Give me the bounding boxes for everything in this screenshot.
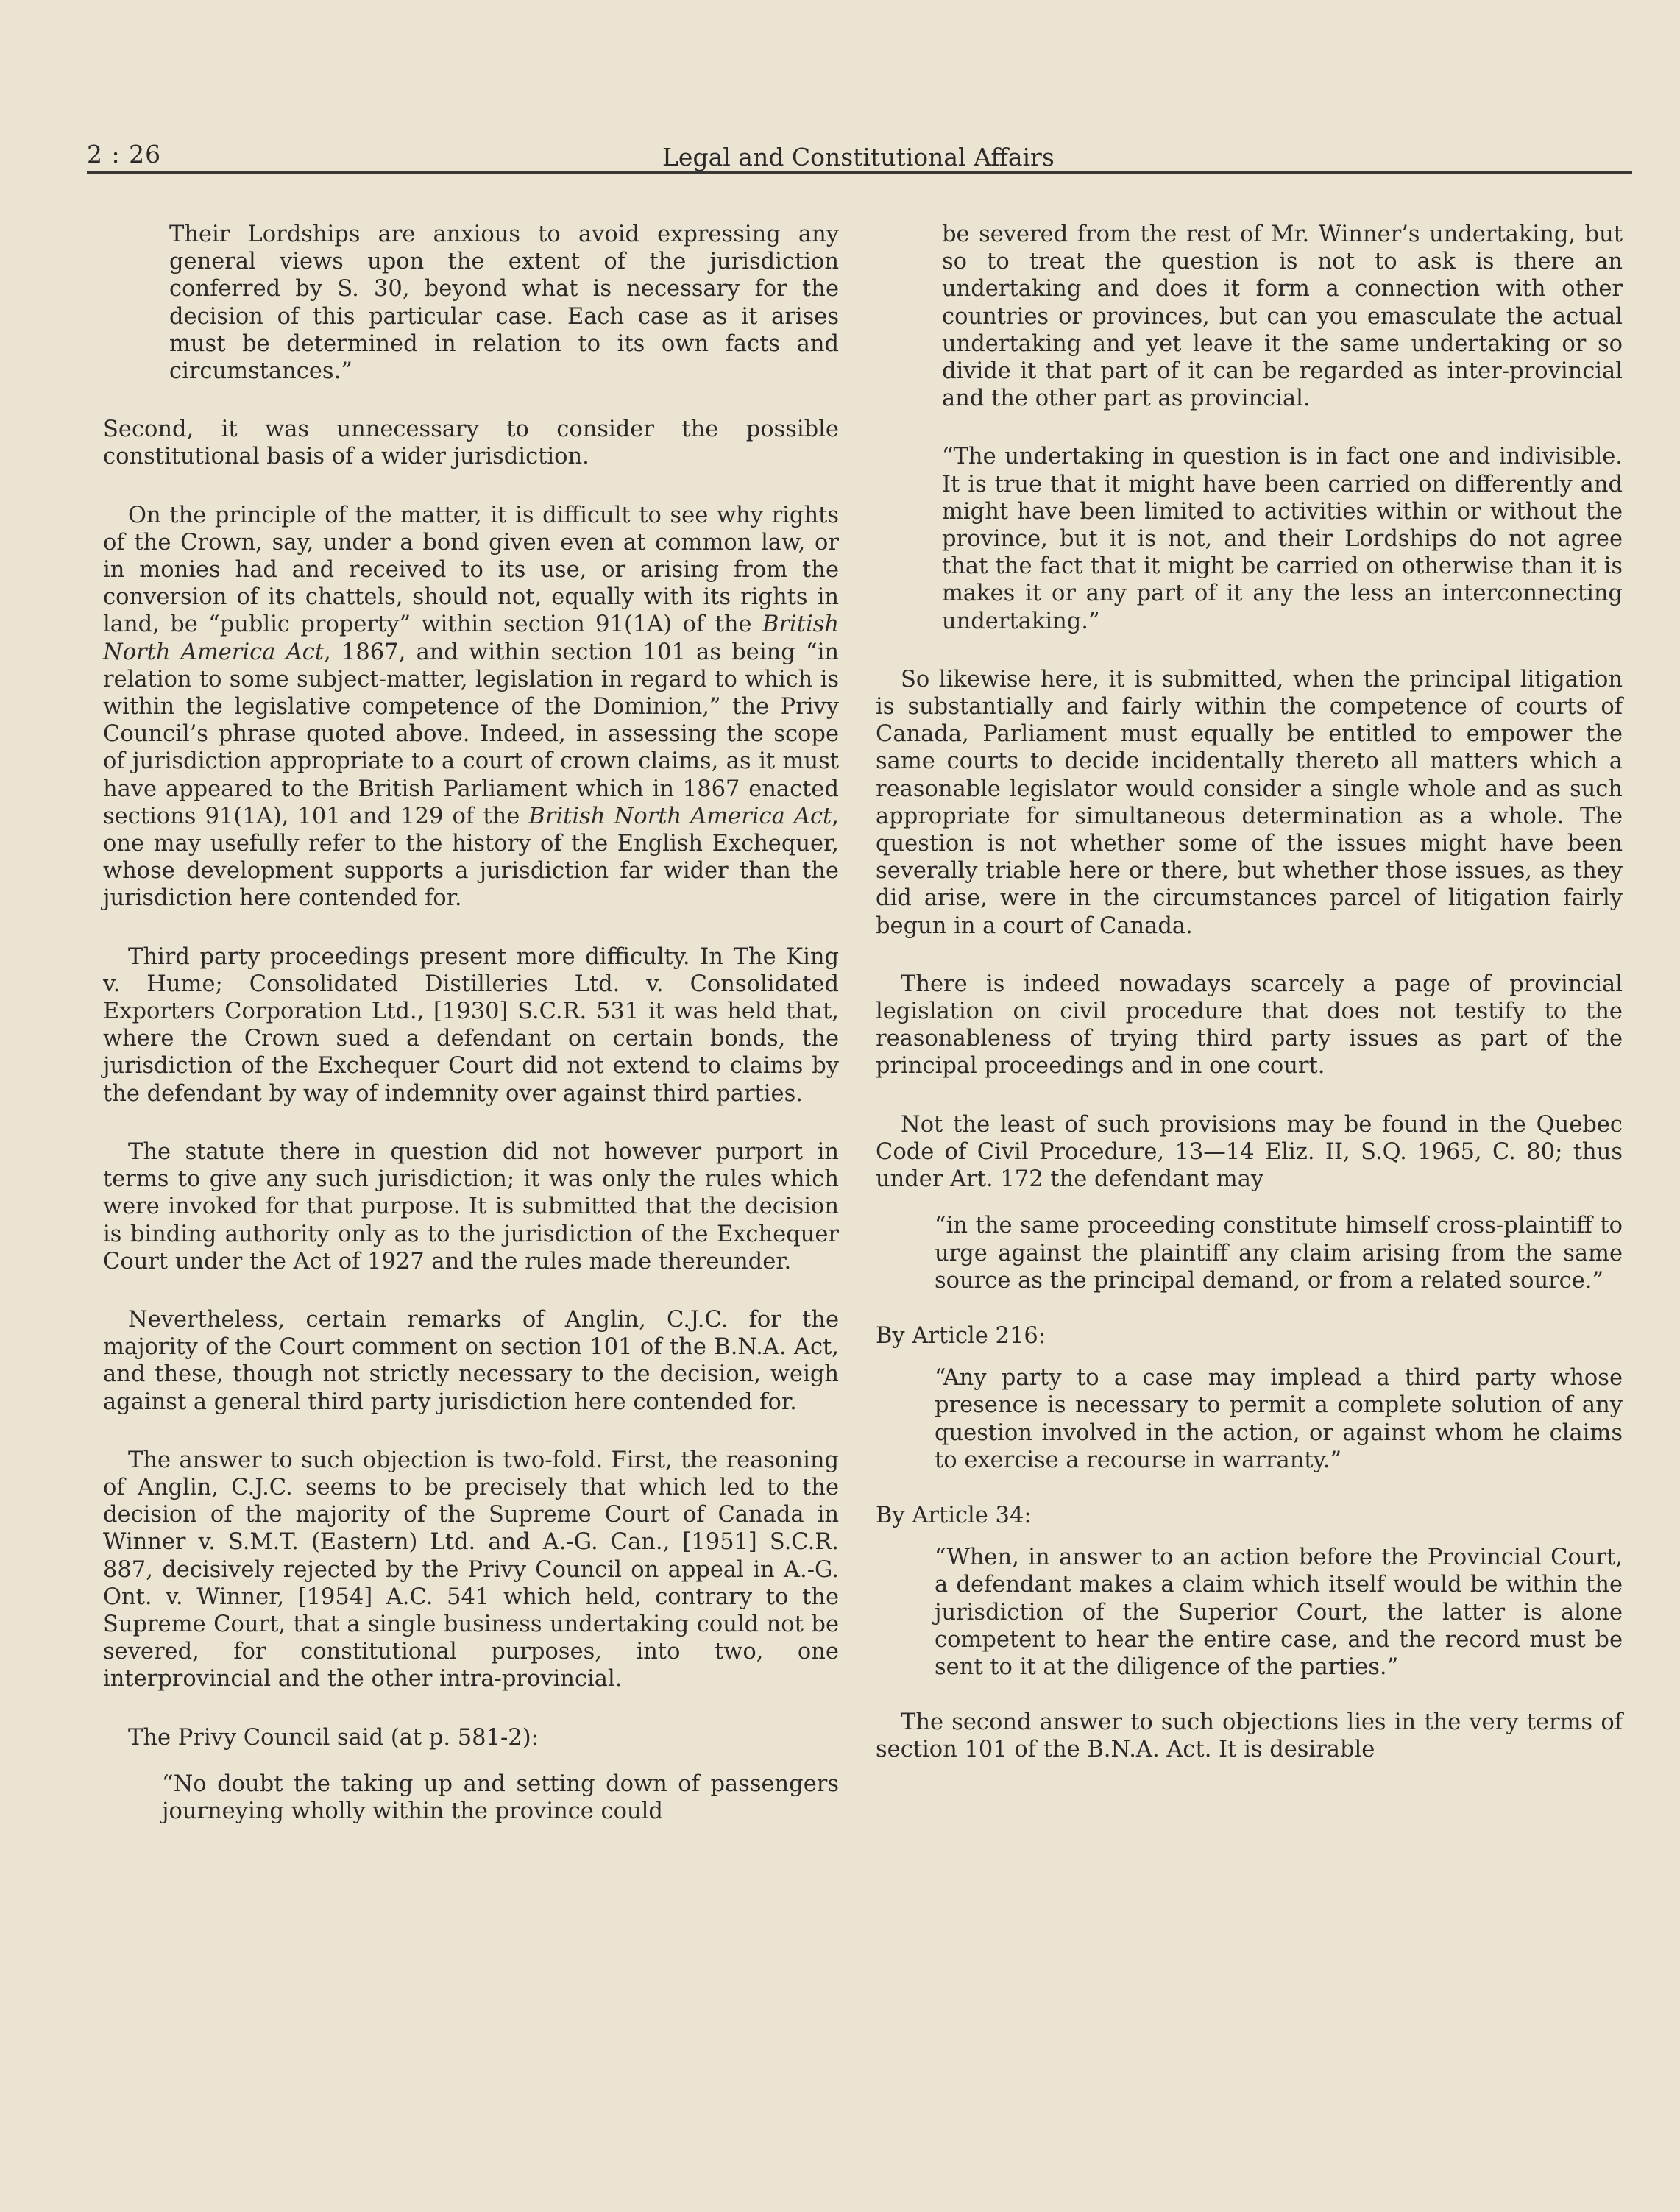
paragraph: Second, it was unnecessary to consider the possible constitutional basis of a wider jurisdiction. xyxy=(103,416,839,470)
paragraph: The second answer to such objections lies in the very terms of section 101 of the B.N.A. Act. It is desirable xyxy=(876,1709,1623,1763)
paragraph: The statute there in question did not however purport in terms to give any such jurisdiction; it was only the rules which were invoked for that purpose. It is submitted that the decision is binding authority only as to the jurisdiction of the Exchequer Court under the Act of 1927 and the rules made thereunder. xyxy=(103,1138,839,1275)
header-rule xyxy=(87,171,1632,174)
paragraph: Not the least of such provisions may be found in the Quebec Code of Civil Procedure, 13—14 Eliz. II, S.Q. 1965, C. 80; thus under Art. 172 the defendant may xyxy=(876,1111,1623,1193)
paragraph: The answer to such objection is two-fold. First, the reasoning of Anglin, C.J.C. seems to be precisely that which led to the decision of the majority of the Supreme Court of Canada in Winner v. S.M.T. (Eastern) Ltd. and A.-G. Can., [1951] S.C.R. 887, decisively rejected by the Privy Council on appeal in A.-G. Ont. v. Winner, [1954] A.C. 541 which held, contrary to the Supreme Court, that a single business undertaking could not be severed, for constitutional purposes, into two, one interprovincial and the other intra-provincial. xyxy=(103,1447,839,1692)
right-column xyxy=(876,221,1623,1795)
paragraph: Third party proceedings present more difficulty. In The King v. Hume; Consolidated Distilleries Ltd. v. Consolidated Exporters Corporation Ltd., [1930] S.C.R. 531 it was held that, where the Crown sued a defendant on certain bonds, the jurisdiction of the Exchequer Court did not extend to claims by the defendant by way of indemnity over against third parties. xyxy=(103,943,839,1107)
italic-act-title: British North America Act xyxy=(528,803,832,829)
block-quote: “The undertaking in question is in fact one and indivisible. It is true that it might have been carried on differently and might have been limited to activities within or without the province, but it is not, and their Lordships do not agree that the fact that it might be carried on otherwise than it is makes it or any part of it any the less an interconnecting undertaking.” xyxy=(942,444,1623,634)
page-number: 2 : 26 xyxy=(87,140,162,169)
italic-act-title: British North America Act xyxy=(103,612,839,665)
block-quote: “in the same proceeding constitute himself cross-plaintiff to urge against the plaintiff any claim arising from the same source as the principal demand, or from a related source.” xyxy=(935,1213,1623,1294)
block-quote: “Any party to a case may implead a third party whose presence is necessary to permit a complete solution of any question involved in the action, or against whom he claims to exercise a recourse in warranty.” xyxy=(935,1365,1623,1473)
paragraph: Nevertheless, certain remarks of Anglin, C.J.C. for the majority of the Court comment on section 101 of the B.N.A. Act, and these, though not strictly necessary to the decision, weigh against a general third party jurisdiction here contended for. xyxy=(103,1306,839,1415)
running-title: Legal and Constitutional Affairs xyxy=(662,143,1055,171)
quote-continuation: Their Lordships are anxious to avoid expressing any general views upon the extent of the jurisdiction conferred by S. 30, beyond what is necessary for the decision of this particular case. Each case as it arises must be determined in relation to its own facts and circumstances.” xyxy=(169,221,839,385)
block-quote: “No doubt the taking up and setting down of passengers journeying wholly within the province could xyxy=(162,1770,839,1824)
paragraph xyxy=(103,502,839,912)
article-label: By Article 216: xyxy=(876,1322,1046,1349)
quote-continuation: be severed from the rest of Mr. Winner’s undertaking, but so to treat the question is not to ask is there an undertaking and does it form a connection with other countries or provinces, but can you emasculate the actual undertaking and yet leave it the same undertaking or so divide it that part of it can be regarded as inter-provincial and the other part as provincial. xyxy=(942,221,1623,412)
text-run: , 1867, and within section 101 as being “in relation to some subject-matter, legislation in regard to which is within the legislative competence of the Dominion,” the Privy Council’s phrase quoted above. Indeed, in assessing the scope of jurisdiction appropriate to a court of crown claims, as it must have appeared to the British Parliament which in 1867 enacted sections 91(1A), 101 and 129 of the xyxy=(103,639,840,829)
text-run: , one may usefully refer to the history of the English Exchequer, whose development supports a jurisdiction far wider than the jurisdiction here contended for. xyxy=(103,803,839,912)
paragraph: There is indeed nowadays scarcely a page of provincial legislation on civil procedure that does not testify to the reasonableness of trying third party issues as part of the principal proceedings and in one court. xyxy=(876,971,1623,1080)
article-label: By Article 34: xyxy=(876,1502,1032,1528)
paragraph: So likewise here, it is submitted, when the principal litigation is substantially and fairly within the competence of courts of Canada, Parliament must equally be entitled to empower the same courts to decide incidentally thereto all matters which a reasonable legislator would consider a single whole and as such appropriate for simultaneous determination as a whole. The question is not whether some of the issues might have been severally triable here or there, but whether those issues, as they did arise, were in the circumstances parcel of litigation fairly begun in a court of Canada. xyxy=(876,666,1623,939)
text-run: On the principle of the matter, it is difficult to see why rights of the Crown, say, under a bond given even at common law, or in monies had and received to its use, or arising from the conversion of its chattels, should not, equally with its rights in land, be “public property” within section 91(1A) of the xyxy=(103,502,839,638)
left-column xyxy=(103,221,839,1853)
block-quote: “When, in answer to an action before the Provincial Court, a defendant makes a claim which itself would be within the jurisdiction of the Superior Court, the latter is alone competent to hear the entire case, and the record must be sent to it at the diligence of the parties.” xyxy=(935,1545,1623,1680)
page-header xyxy=(87,140,1632,174)
paragraph: The Privy Council said (at p. 581-2): xyxy=(128,1724,539,1751)
